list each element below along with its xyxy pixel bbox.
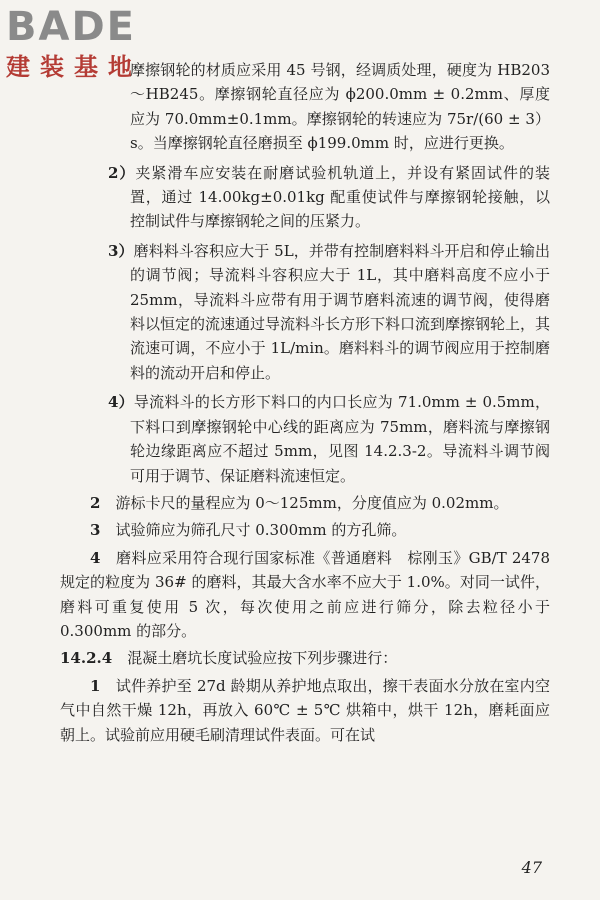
list-number: 2） xyxy=(108,163,136,182)
paragraph-steel-wheel xyxy=(60,58,550,156)
item-vernier-caliper xyxy=(60,491,550,515)
paragraph-discharge-outlet xyxy=(60,390,550,488)
paragraph-text: 夹紧滑车应安装在耐磨试验机轨道上，并设有紧固试件的装置，通过 14.00kg±0.01kg 配重使试件与摩擦钢轮接触，以控制试件与摩擦钢轮之间的压紧力。 xyxy=(130,163,550,231)
watermark-brand: BADE xyxy=(6,4,136,50)
list-number: 3） xyxy=(108,241,134,260)
item-abrasive xyxy=(60,546,550,644)
paragraph-text: 磨料应采用符合现行国家标准《普通磨料 棕刚玉》GB/T 2478 规定的粒度为 36# 的磨料，其最大含水率不应大于 1.0%。对同一试件，磨料可重复使用 5 次，每次使用之前应进行筛分，除去粒径小于 0.300mm 的部分。 xyxy=(60,548,550,640)
paragraph-text: 游标卡尺的量程应为 0～125mm，分度值应为 0.02mm。 xyxy=(115,493,509,512)
item-number: 1 xyxy=(90,676,101,695)
item-number: 3 xyxy=(90,521,101,540)
section-text: 混凝土磨坑长度试验应按下列步骤进行： xyxy=(127,649,398,668)
paragraph-text: 磨料料斗容积应大于 5L，并带有控制磨料料斗开启和停止输出的调节阀；导流料斗容积应大于 1L，其中磨料高度不应小于 25mm，导流料斗应带有用于调节磨料流速的调节阀，使得磨料以恒定的流速通过导流料斗长方形下料口流到摩擦钢轮上，其流速可调，不应小于 1L/min。磨料料斗的调节阀应用于控制磨料的流动开启和停止。 xyxy=(130,241,551,382)
paragraph-abrasive-hopper xyxy=(60,239,550,385)
paragraph-text: 导流料斗的长方形下料口的内口长应为 71.0mm ± 0.5mm，下料口到摩擦钢轮中心线的距离应为 75mm，磨料流与摩擦钢轮边缘距离应不超过 5mm，见图 14.2.3-2。导流料斗调节阀可用于调节、保证磨料流速恒定。 xyxy=(130,393,550,485)
item-number: 4 xyxy=(90,548,101,567)
list-number: 4） xyxy=(108,393,134,412)
section-heading-14-2-4 xyxy=(60,646,550,670)
paragraph-text: 试件养护至 27d 龄期从养护地点取出，擦干表面水分放在室内空气中自然干燥 12h，再放入 60℃ ± 5℃ 烘箱中，烘干 12h，磨耗面应朝上。试验前应用硬毛刷清理试件表面。可在试 xyxy=(60,676,550,744)
page-number: 47 xyxy=(521,858,542,877)
paragraph-clamp-carriage xyxy=(60,161,550,234)
item-step-1 xyxy=(60,674,550,747)
paragraph-text: 试验筛应为筛孔尺寸 0.300mm 的方孔筛。 xyxy=(115,521,407,540)
paragraph-text: 摩擦钢轮的材质应采用 45 号钢，经调质处理，硬度为 HB203～HB245。摩擦钢轮直径应为 ϕ200.0mm ± 0.2mm、厚度应为 70.0mm±0.1mm。摩擦钢轮的转速应为 75r/(60 ± 3）s。当摩擦钢轮直径磨损至 ϕ199.0mm 时，应进行更换。 xyxy=(130,61,550,153)
section-number: 14.2.4 xyxy=(60,649,113,668)
item-test-sieve xyxy=(60,518,550,542)
document-body xyxy=(60,58,550,747)
item-number: 2 xyxy=(90,493,101,512)
watermark-subtitle: 建装基地 xyxy=(6,53,142,81)
